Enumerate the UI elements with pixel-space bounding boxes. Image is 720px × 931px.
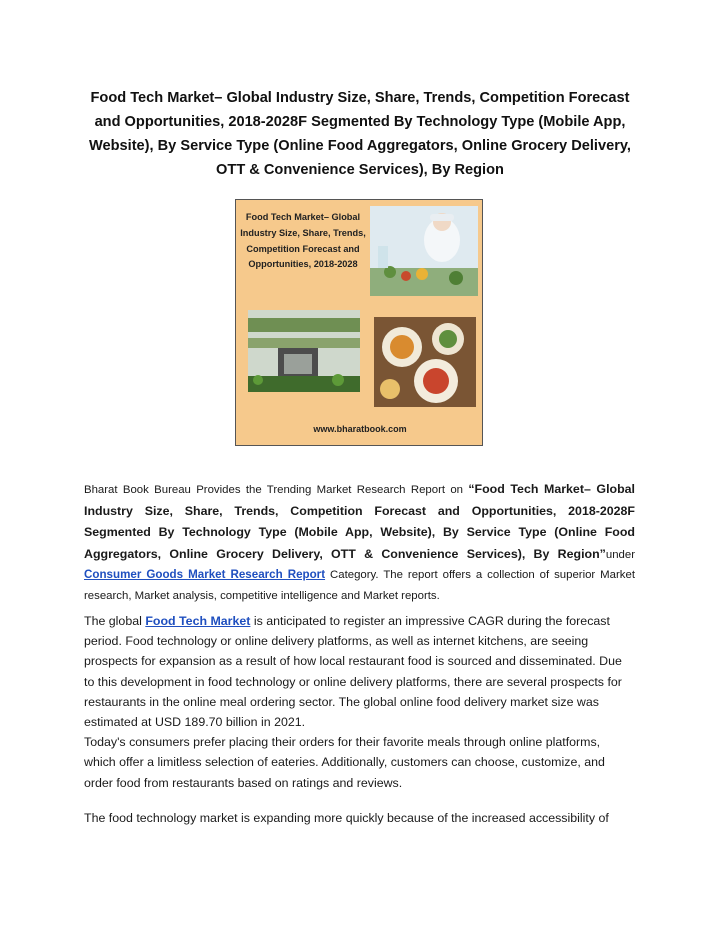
intro-tail: Category. The report offers a collection of superior Market research, Market analysis, competitive intelligence and Market reports.	[84, 569, 635, 602]
intro-paragraph	[84, 479, 635, 607]
paragraph1-rest: is anticipated to register an impressive CAGR during the forecast period. Food technology or online delivery platforms, as well as internet kitchens, are seeing prospects for expansion as a result of how local restaurant food is sourced and disseminated. Due to this development in food technology or online delivery platforms, there are several prospects for restaurants in the online meal ordering sector. The global online food delivery market size was estimated at USD 189.70 billion in 2021.	[84, 614, 622, 730]
paragraph1-lead: The global	[84, 614, 146, 628]
growth-paragraph: The food technology market is expanding more quickly because of the increased accessibility of	[84, 811, 609, 825]
cover-photo-lab	[370, 206, 478, 296]
intro-lead: Bharat Book Bureau Provides the Trending Market Research Report on	[84, 484, 469, 496]
paragraph1-second: Today's consumers prefer placing their orders for their favorite meals through online platforms, which offer a limitless selection of eateries. Additionally, customers can choose, customize, and order food from restaurants based on ratings and reviews.	[84, 735, 605, 790]
intro-report-title: “Food Tech Market– Global Industry Size, Share, Trends, Competition Forecast and Opportunities, 2018-2028F Segmented By Technology Type (Mobile App, Website), By Service Type (Online Food Aggregators, Online Grocery Delivery, OTT & Convenience Services), By Region”	[84, 482, 635, 561]
cover-photo-food	[374, 317, 476, 407]
cover-title: Food Tech Market– Global Industry Size, Share, Trends, Competition Forecast and Opportunities, 2018-2028	[240, 212, 366, 270]
report-cover-image	[235, 199, 483, 446]
market-paragraph	[84, 611, 635, 793]
category-link[interactable]: Consumer Goods Market Research Report	[84, 568, 326, 582]
document-title: Food Tech Market– Global Industry Size, Share, Trends, Competition Forecast and Opportunities, 2018-2028F Segmented By Technology Type (Mobile App, Website), By Service Type (Online Food Aggregators, Online Grocery Delivery, OTT & Convenience Services), By Region	[88, 90, 631, 178]
cover-photo-farm	[248, 310, 360, 392]
intro-under: under	[605, 548, 635, 561]
cover-website: www.bharatbook.com	[313, 424, 407, 434]
food-tech-market-link[interactable]: Food Tech Market	[145, 614, 251, 628]
